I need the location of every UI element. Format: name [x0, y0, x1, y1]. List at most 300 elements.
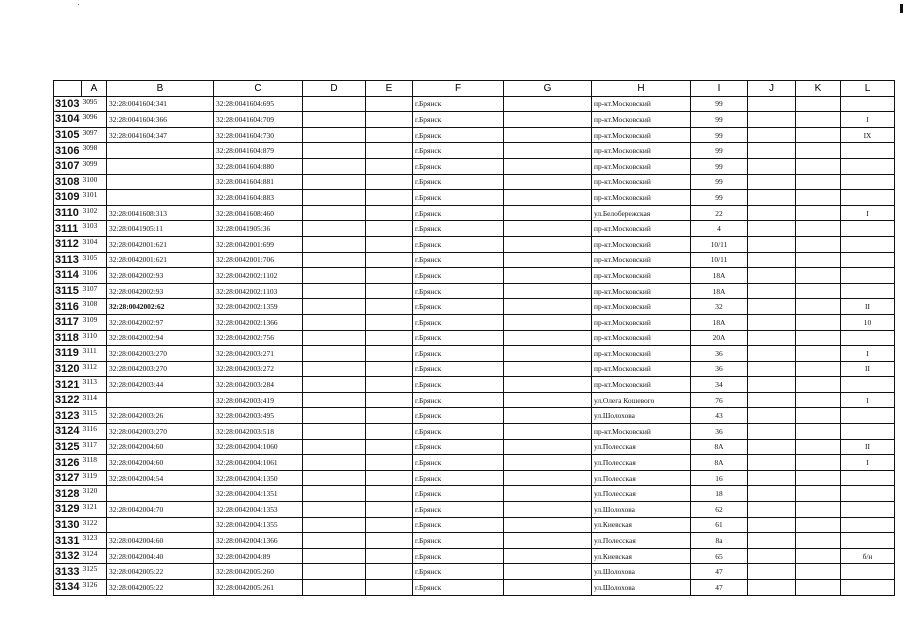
col-a-cell[interactable]: 3100 — [82, 174, 107, 190]
col-c-cell[interactable]: 32:28:0041604:879 — [214, 143, 303, 159]
col-f-cell[interactable]: г.Брянск — [413, 205, 504, 221]
col-h-cell[interactable]: пр-кт.Московский — [592, 236, 691, 252]
col-e-cell[interactable] — [366, 174, 413, 190]
col-h-cell[interactable]: пр-кт.Московский — [592, 143, 691, 159]
col-c-cell[interactable]: 32:28:0042002:1103 — [214, 283, 303, 299]
column-header-g[interactable]: G — [504, 81, 592, 97]
col-b-cell[interactable]: 32:28:0042001:621 — [107, 236, 214, 252]
col-l-cell[interactable]: I — [841, 455, 895, 471]
col-e-cell[interactable] — [366, 252, 413, 268]
col-l-cell[interactable] — [841, 408, 895, 424]
col-d-cell[interactable] — [303, 252, 366, 268]
col-g-cell[interactable] — [504, 330, 592, 346]
col-h-cell[interactable]: пр-кт.Московский — [592, 330, 691, 346]
col-i-cell[interactable]: 99 — [691, 174, 748, 190]
row-number-cell[interactable]: 3107 — [54, 158, 82, 174]
col-e-cell[interactable] — [366, 439, 413, 455]
col-k-cell[interactable] — [796, 470, 841, 486]
col-d-cell[interactable] — [303, 314, 366, 330]
col-h-cell[interactable]: пр-кт.Московский — [592, 221, 691, 237]
col-d-cell[interactable] — [303, 377, 366, 393]
col-i-cell[interactable]: 8А — [691, 439, 748, 455]
col-f-cell[interactable]: г.Брянск — [413, 424, 504, 440]
col-f-cell[interactable]: г.Брянск — [413, 112, 504, 128]
col-j-cell[interactable] — [748, 424, 796, 440]
col-d-cell[interactable] — [303, 346, 366, 362]
col-d-cell[interactable] — [303, 96, 366, 112]
col-h-cell[interactable]: ул.Киевская — [592, 548, 691, 564]
col-e-cell[interactable] — [366, 564, 413, 580]
col-j-cell[interactable] — [748, 502, 796, 518]
col-g-cell[interactable] — [504, 361, 592, 377]
col-j-cell[interactable] — [748, 470, 796, 486]
col-g-cell[interactable] — [504, 174, 592, 190]
row-number-cell[interactable]: 3131 — [54, 533, 82, 549]
row-number-cell[interactable]: 3115 — [54, 283, 82, 299]
col-g-cell[interactable] — [504, 533, 592, 549]
col-l-cell[interactable] — [841, 96, 895, 112]
col-i-cell[interactable]: 10/11 — [691, 236, 748, 252]
row-number-cell[interactable]: 3123 — [54, 408, 82, 424]
col-e-cell[interactable] — [366, 377, 413, 393]
col-f-cell[interactable]: г.Брянск — [413, 158, 504, 174]
col-c-cell[interactable]: 32:28:0041905:36 — [214, 221, 303, 237]
col-k-cell[interactable] — [796, 283, 841, 299]
col-f-cell[interactable]: г.Брянск — [413, 252, 504, 268]
col-g-cell[interactable] — [504, 190, 592, 206]
col-l-cell[interactable]: I — [841, 346, 895, 362]
col-i-cell[interactable]: 99 — [691, 96, 748, 112]
col-h-cell[interactable]: пр-кт.Московский — [592, 158, 691, 174]
col-c-cell[interactable]: 32:28:0042002:1102 — [214, 268, 303, 284]
col-k-cell[interactable] — [796, 346, 841, 362]
col-j-cell[interactable] — [748, 346, 796, 362]
col-b-cell[interactable]: 32:28:0042003:44 — [107, 377, 214, 393]
col-c-cell[interactable]: 32:28:0042002:1359 — [214, 299, 303, 315]
col-k-cell[interactable] — [796, 455, 841, 471]
column-header-a[interactable]: A — [82, 81, 107, 97]
col-d-cell[interactable] — [303, 361, 366, 377]
col-g-cell[interactable] — [504, 486, 592, 502]
col-c-cell[interactable]: 32:28:0042004:1351 — [214, 486, 303, 502]
row-number-cell[interactable]: 3121 — [54, 377, 82, 393]
col-l-cell[interactable]: II — [841, 361, 895, 377]
col-b-cell[interactable]: 32:28:0042004:60 — [107, 533, 214, 549]
col-e-cell[interactable] — [366, 533, 413, 549]
col-d-cell[interactable] — [303, 127, 366, 143]
col-h-cell[interactable]: ул.Киевская — [592, 517, 691, 533]
col-f-cell[interactable]: г.Брянск — [413, 392, 504, 408]
col-g-cell[interactable] — [504, 502, 592, 518]
col-c-cell[interactable]: 32:28:0042003:271 — [214, 346, 303, 362]
col-j-cell[interactable] — [748, 314, 796, 330]
col-h-cell[interactable]: пр-кт.Московский — [592, 283, 691, 299]
col-l-cell[interactable] — [841, 377, 895, 393]
col-g-cell[interactable] — [504, 205, 592, 221]
col-c-cell[interactable]: 32:28:0042003:284 — [214, 377, 303, 393]
col-l-cell[interactable]: I — [841, 205, 895, 221]
col-i-cell[interactable]: 62 — [691, 502, 748, 518]
col-l-cell[interactable] — [841, 564, 895, 580]
col-l-cell[interactable] — [841, 580, 895, 596]
col-k-cell[interactable] — [796, 580, 841, 596]
col-k-cell[interactable] — [796, 408, 841, 424]
col-h-cell[interactable]: пр-кт.Московский — [592, 174, 691, 190]
row-number-cell[interactable]: 3104 — [54, 112, 82, 128]
col-b-cell[interactable]: 32:28:0041608:313 — [107, 205, 214, 221]
col-k-cell[interactable] — [796, 517, 841, 533]
row-number-cell[interactable]: 3113 — [54, 252, 82, 268]
col-d-cell[interactable] — [303, 236, 366, 252]
col-g-cell[interactable] — [504, 548, 592, 564]
col-g-cell[interactable] — [504, 377, 592, 393]
col-e-cell[interactable] — [366, 112, 413, 128]
col-k-cell[interactable] — [796, 127, 841, 143]
col-j-cell[interactable] — [748, 455, 796, 471]
col-k-cell[interactable] — [796, 392, 841, 408]
col-d-cell[interactable] — [303, 283, 366, 299]
col-b-cell[interactable]: 32:28:0042004:60 — [107, 439, 214, 455]
col-f-cell[interactable]: г.Брянск — [413, 314, 504, 330]
col-j-cell[interactable] — [748, 96, 796, 112]
col-b-cell[interactable]: 32:28:0041905:11 — [107, 221, 214, 237]
row-number-cell[interactable]: 3108 — [54, 174, 82, 190]
col-c-cell[interactable]: 32:28:0042001:699 — [214, 236, 303, 252]
col-b-cell[interactable]: 32:28:0041604:347 — [107, 127, 214, 143]
col-h-cell[interactable]: пр-кт.Московский — [592, 377, 691, 393]
col-l-cell[interactable] — [841, 236, 895, 252]
row-number-cell[interactable]: 3127 — [54, 470, 82, 486]
col-a-cell[interactable]: 3097 — [82, 127, 107, 143]
col-j-cell[interactable] — [748, 439, 796, 455]
col-g-cell[interactable] — [504, 112, 592, 128]
col-f-cell[interactable]: г.Брянск — [413, 96, 504, 112]
col-l-cell[interactable] — [841, 221, 895, 237]
row-number-cell[interactable]: 3122 — [54, 392, 82, 408]
col-b-cell[interactable]: 32:28:0042004:60 — [107, 455, 214, 471]
col-d-cell[interactable] — [303, 455, 366, 471]
col-i-cell[interactable]: 61 — [691, 517, 748, 533]
col-e-cell[interactable] — [366, 299, 413, 315]
col-e-cell[interactable] — [366, 502, 413, 518]
col-b-cell[interactable] — [107, 174, 214, 190]
col-h-cell[interactable]: пр-кт.Московский — [592, 424, 691, 440]
col-i-cell[interactable]: 8А — [691, 455, 748, 471]
col-h-cell[interactable]: пр-кт.Московский — [592, 361, 691, 377]
col-f-cell[interactable]: г.Брянск — [413, 143, 504, 159]
col-g-cell[interactable] — [504, 424, 592, 440]
col-f-cell[interactable]: г.Брянск — [413, 377, 504, 393]
col-k-cell[interactable] — [796, 174, 841, 190]
col-b-cell[interactable]: 32:28:0042003:26 — [107, 408, 214, 424]
col-c-cell[interactable]: 32:28:0042003:495 — [214, 408, 303, 424]
col-a-cell[interactable]: 3096 — [82, 112, 107, 128]
row-number-cell[interactable]: 3106 — [54, 143, 82, 159]
col-e-cell[interactable] — [366, 158, 413, 174]
col-l-cell[interactable] — [841, 502, 895, 518]
col-i-cell[interactable]: 18А — [691, 268, 748, 284]
col-a-cell[interactable]: 3108 — [82, 299, 107, 315]
col-a-cell[interactable]: 3099 — [82, 158, 107, 174]
row-number-cell[interactable]: 3103 — [54, 96, 82, 112]
col-k-cell[interactable] — [796, 548, 841, 564]
col-k-cell[interactable] — [796, 96, 841, 112]
col-i-cell[interactable]: 18А — [691, 314, 748, 330]
col-l-cell[interactable]: I — [841, 112, 895, 128]
col-h-cell[interactable]: пр-кт.Московский — [592, 190, 691, 206]
col-a-cell[interactable]: 3115 — [82, 408, 107, 424]
col-e-cell[interactable] — [366, 470, 413, 486]
col-e-cell[interactable] — [366, 548, 413, 564]
col-c-cell[interactable]: 32:28:0042004:1350 — [214, 470, 303, 486]
col-f-cell[interactable]: г.Брянск — [413, 174, 504, 190]
col-d-cell[interactable] — [303, 299, 366, 315]
row-number-cell[interactable]: 3133 — [54, 564, 82, 580]
col-e-cell[interactable] — [366, 236, 413, 252]
col-a-cell[interactable]: 3117 — [82, 439, 107, 455]
col-g-cell[interactable] — [504, 408, 592, 424]
col-b-cell[interactable]: 32:28:0042003:270 — [107, 424, 214, 440]
column-header-c[interactable]: C — [214, 81, 303, 97]
col-k-cell[interactable] — [796, 252, 841, 268]
col-a-cell[interactable]: 3119 — [82, 470, 107, 486]
col-i-cell[interactable]: 65 — [691, 548, 748, 564]
col-c-cell[interactable]: 32:28:0042004:1366 — [214, 533, 303, 549]
col-b-cell[interactable]: 32:28:0041604:341 — [107, 96, 214, 112]
col-g-cell[interactable] — [504, 158, 592, 174]
col-c-cell[interactable]: 32:28:0041604:881 — [214, 174, 303, 190]
col-b-cell[interactable] — [107, 158, 214, 174]
col-f-cell[interactable]: г.Брянск — [413, 533, 504, 549]
col-c-cell[interactable]: 32:28:0041604:695 — [214, 96, 303, 112]
column-header-d[interactable]: D — [303, 81, 366, 97]
col-k-cell[interactable] — [796, 361, 841, 377]
col-i-cell[interactable]: 22 — [691, 205, 748, 221]
col-j-cell[interactable] — [748, 252, 796, 268]
col-e-cell[interactable] — [366, 346, 413, 362]
col-c-cell[interactable]: 32:28:0042005:261 — [214, 580, 303, 596]
col-h-cell[interactable]: ул.Полесская — [592, 439, 691, 455]
col-a-cell[interactable]: 3112 — [82, 361, 107, 377]
col-a-cell[interactable]: 3114 — [82, 392, 107, 408]
col-b-cell[interactable]: 32:28:0042005:22 — [107, 580, 214, 596]
col-l-cell[interactable] — [841, 283, 895, 299]
col-f-cell[interactable]: г.Брянск — [413, 439, 504, 455]
col-j-cell[interactable] — [748, 299, 796, 315]
col-k-cell[interactable] — [796, 533, 841, 549]
col-j-cell[interactable] — [748, 580, 796, 596]
col-j-cell[interactable] — [748, 221, 796, 237]
col-i-cell[interactable]: 99 — [691, 158, 748, 174]
col-j-cell[interactable] — [748, 268, 796, 284]
col-g-cell[interactable] — [504, 127, 592, 143]
col-k-cell[interactable] — [796, 190, 841, 206]
col-i-cell[interactable]: 36 — [691, 424, 748, 440]
col-g-cell[interactable] — [504, 346, 592, 362]
col-a-cell[interactable]: 3121 — [82, 502, 107, 518]
col-g-cell[interactable] — [504, 455, 592, 471]
col-g-cell[interactable] — [504, 236, 592, 252]
col-f-cell[interactable]: г.Брянск — [413, 236, 504, 252]
row-number-cell[interactable]: 3109 — [54, 190, 82, 206]
col-l-cell[interactable] — [841, 190, 895, 206]
row-number-cell[interactable]: 3126 — [54, 455, 82, 471]
col-d-cell[interactable] — [303, 392, 366, 408]
col-j-cell[interactable] — [748, 330, 796, 346]
col-f-cell[interactable]: г.Брянск — [413, 408, 504, 424]
col-b-cell[interactable]: 32:28:0042005:22 — [107, 564, 214, 580]
column-header-j[interactable]: J — [748, 81, 796, 97]
col-b-cell[interactable]: 32:28:0042004:40 — [107, 548, 214, 564]
row-number-cell[interactable]: 3130 — [54, 517, 82, 533]
col-j-cell[interactable] — [748, 205, 796, 221]
col-e-cell[interactable] — [366, 190, 413, 206]
row-number-cell[interactable]: 3128 — [54, 486, 82, 502]
col-c-cell[interactable]: 32:28:0042003:272 — [214, 361, 303, 377]
col-k-cell[interactable] — [796, 236, 841, 252]
col-f-cell[interactable]: г.Брянск — [413, 548, 504, 564]
col-j-cell[interactable] — [748, 564, 796, 580]
col-d-cell[interactable] — [303, 580, 366, 596]
col-e-cell[interactable] — [366, 580, 413, 596]
col-f-cell[interactable]: г.Брянск — [413, 221, 504, 237]
col-e-cell[interactable] — [366, 268, 413, 284]
col-l-cell[interactable]: б/н — [841, 548, 895, 564]
row-number-cell[interactable]: 3125 — [54, 439, 82, 455]
col-c-cell[interactable]: 32:28:0042005:260 — [214, 564, 303, 580]
col-j-cell[interactable] — [748, 236, 796, 252]
column-header-f[interactable]: F — [413, 81, 504, 97]
col-c-cell[interactable]: 32:28:0042004:1060 — [214, 439, 303, 455]
col-e-cell[interactable] — [366, 221, 413, 237]
col-k-cell[interactable] — [796, 299, 841, 315]
col-a-cell[interactable]: 3124 — [82, 548, 107, 564]
col-e-cell[interactable] — [366, 283, 413, 299]
col-l-cell[interactable] — [841, 252, 895, 268]
col-l-cell[interactable] — [841, 486, 895, 502]
col-l-cell[interactable]: II — [841, 299, 895, 315]
row-number-cell[interactable]: 3117 — [54, 314, 82, 330]
col-a-cell[interactable]: 3110 — [82, 330, 107, 346]
col-k-cell[interactable] — [796, 330, 841, 346]
col-g-cell[interactable] — [504, 439, 592, 455]
col-l-cell[interactable] — [841, 533, 895, 549]
col-f-cell[interactable]: г.Брянск — [413, 502, 504, 518]
col-i-cell[interactable]: 76 — [691, 392, 748, 408]
col-j-cell[interactable] — [748, 174, 796, 190]
col-d-cell[interactable] — [303, 143, 366, 159]
col-e-cell[interactable] — [366, 127, 413, 143]
col-j-cell[interactable] — [748, 548, 796, 564]
col-k-cell[interactable] — [796, 439, 841, 455]
col-l-cell[interactable]: II — [841, 439, 895, 455]
col-i-cell[interactable]: 99 — [691, 190, 748, 206]
col-j-cell[interactable] — [748, 283, 796, 299]
col-c-cell[interactable]: 32:28:0042003:419 — [214, 392, 303, 408]
col-c-cell[interactable]: 32:28:0042004:1355 — [214, 517, 303, 533]
col-d-cell[interactable] — [303, 112, 366, 128]
col-a-cell[interactable]: 3095 — [82, 96, 107, 112]
col-k-cell[interactable] — [796, 502, 841, 518]
col-b-cell[interactable]: 32:28:0042003:270 — [107, 346, 214, 362]
col-j-cell[interactable] — [748, 377, 796, 393]
col-k-cell[interactable] — [796, 112, 841, 128]
col-b-cell[interactable]: 32:28:0042002:94 — [107, 330, 214, 346]
col-a-cell[interactable]: 3113 — [82, 377, 107, 393]
col-a-cell[interactable]: 3098 — [82, 143, 107, 159]
col-i-cell[interactable]: 20А — [691, 330, 748, 346]
col-i-cell[interactable]: 43 — [691, 408, 748, 424]
col-d-cell[interactable] — [303, 158, 366, 174]
col-c-cell[interactable]: 32:28:0041604:709 — [214, 112, 303, 128]
col-i-cell[interactable]: 10/11 — [691, 252, 748, 268]
col-e-cell[interactable] — [366, 455, 413, 471]
row-number-cell[interactable]: 3129 — [54, 502, 82, 518]
col-d-cell[interactable] — [303, 548, 366, 564]
col-e-cell[interactable] — [366, 517, 413, 533]
col-b-cell[interactable] — [107, 486, 214, 502]
col-a-cell[interactable]: 3126 — [82, 580, 107, 596]
col-l-cell[interactable] — [841, 470, 895, 486]
col-a-cell[interactable]: 3107 — [82, 283, 107, 299]
column-header-k[interactable]: K — [796, 81, 841, 97]
col-b-cell[interactable]: 32:28:0042002:62 — [107, 299, 214, 315]
col-i-cell[interactable]: 18 — [691, 486, 748, 502]
col-b-cell[interactable]: 32:28:0042001:621 — [107, 252, 214, 268]
col-b-cell[interactable] — [107, 392, 214, 408]
col-d-cell[interactable] — [303, 268, 366, 284]
col-a-cell[interactable]: 3101 — [82, 190, 107, 206]
col-f-cell[interactable]: г.Брянск — [413, 127, 504, 143]
col-i-cell[interactable]: 34 — [691, 377, 748, 393]
col-i-cell[interactable]: 16 — [691, 470, 748, 486]
row-number-cell[interactable]: 3132 — [54, 548, 82, 564]
col-c-cell[interactable]: 32:28:0041604:880 — [214, 158, 303, 174]
col-f-cell[interactable]: г.Брянск — [413, 190, 504, 206]
col-a-cell[interactable]: 3122 — [82, 517, 107, 533]
col-a-cell[interactable]: 3120 — [82, 486, 107, 502]
col-d-cell[interactable] — [303, 221, 366, 237]
col-h-cell[interactable]: ул.Полесская — [592, 533, 691, 549]
col-h-cell[interactable]: ул.Шолохова — [592, 580, 691, 596]
col-k-cell[interactable] — [796, 158, 841, 174]
col-h-cell[interactable]: пр-кт.Московский — [592, 346, 691, 362]
col-d-cell[interactable] — [303, 533, 366, 549]
col-c-cell[interactable]: 32:28:0042004:89 — [214, 548, 303, 564]
row-number-cell[interactable]: 3110 — [54, 205, 82, 221]
col-b-cell[interactable]: 32:28:0042002:93 — [107, 283, 214, 299]
col-b-cell[interactable]: 32:28:0041604:366 — [107, 112, 214, 128]
col-c-cell[interactable]: 32:28:0041604:730 — [214, 127, 303, 143]
col-d-cell[interactable] — [303, 564, 366, 580]
col-j-cell[interactable] — [748, 408, 796, 424]
col-h-cell[interactable]: пр-кт.Московский — [592, 127, 691, 143]
col-c-cell[interactable]: 32:28:0042002:1366 — [214, 314, 303, 330]
col-a-cell[interactable]: 3123 — [82, 533, 107, 549]
col-j-cell[interactable] — [748, 190, 796, 206]
row-number-cell[interactable]: 3119 — [54, 346, 82, 362]
col-j-cell[interactable] — [748, 112, 796, 128]
col-b-cell[interactable]: 32:28:0042004:54 — [107, 470, 214, 486]
col-e-cell[interactable] — [366, 361, 413, 377]
col-d-cell[interactable] — [303, 486, 366, 502]
col-a-cell[interactable]: 3106 — [82, 268, 107, 284]
column-header-b[interactable]: B — [107, 81, 214, 97]
col-k-cell[interactable] — [796, 143, 841, 159]
col-k-cell[interactable] — [796, 221, 841, 237]
col-d-cell[interactable] — [303, 470, 366, 486]
col-f-cell[interactable]: г.Брянск — [413, 580, 504, 596]
